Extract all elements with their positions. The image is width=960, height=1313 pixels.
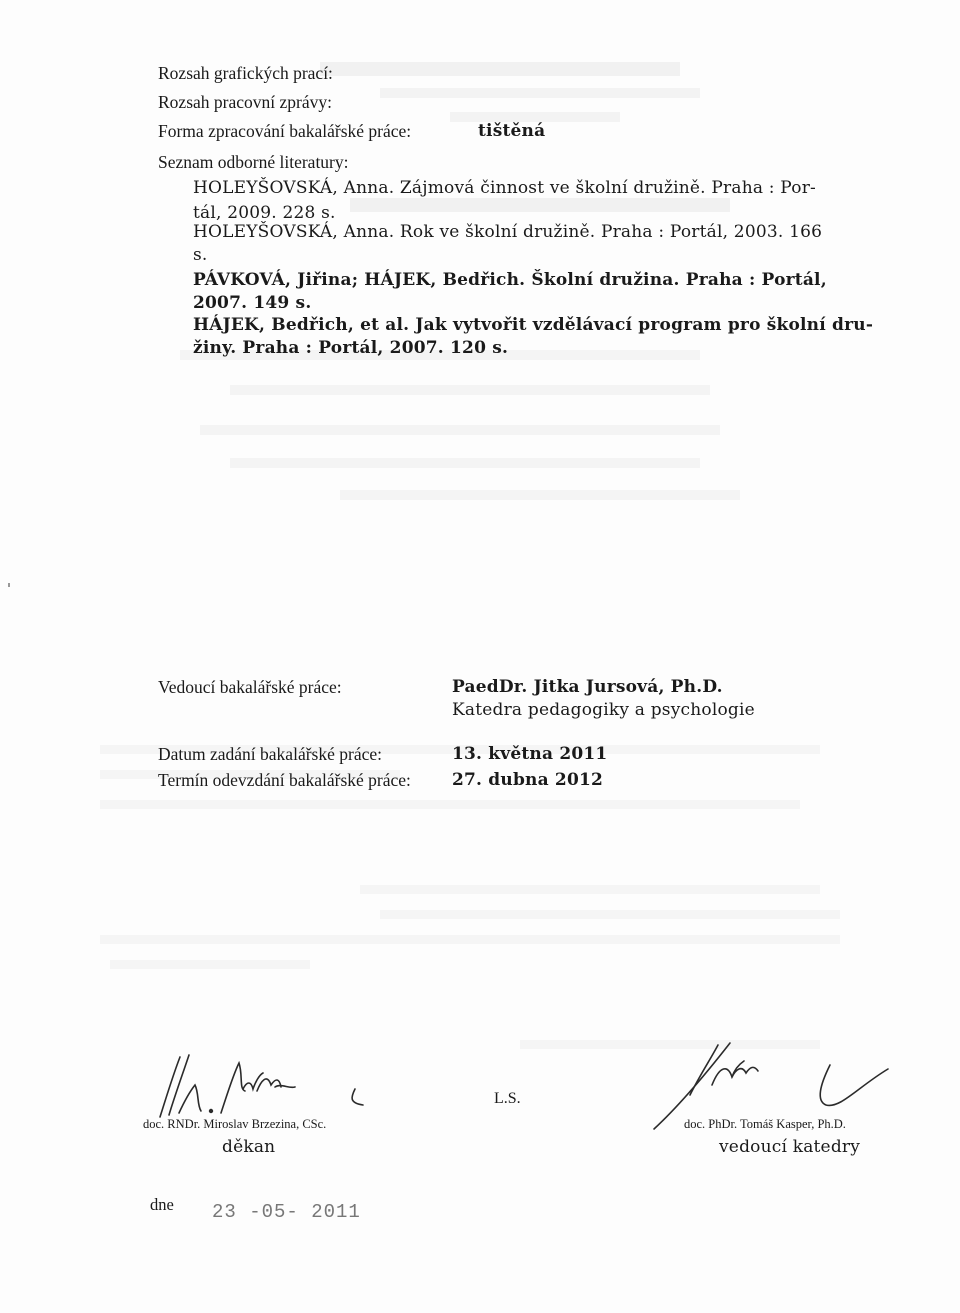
literature-line: HOLEYŠOVSKÁ, Anna. Zájmová činnost ve školní družině. Praha : Por-: [193, 178, 816, 198]
dean-signature: [155, 1045, 385, 1125]
form-value: tištěná: [478, 121, 546, 141]
literature-line: HÁJEK, Bedřich, et al. Jak vytvořit vzdělávací program pro školní dru-: [193, 315, 874, 335]
literature-line: s.: [193, 245, 208, 265]
head-name: doc. PhDr. Tomáš Kasper, Ph.D.: [684, 1117, 846, 1131]
literature-heading: Seznam odborné literatury:: [158, 152, 349, 172]
report-scope-label: Rozsah pracovní zprávy:: [158, 92, 332, 112]
literature-line: HOLEYŠOVSKÁ, Anna. Rok ve školní družině. Praha : Portál, 2003. 166: [193, 222, 823, 242]
date-stamp: 23 -05- 2011: [212, 1201, 361, 1223]
literature-line: PÁVKOVÁ, Jiřina; HÁJEK, Bedřich. Školní družina. Praha : Portál,: [193, 270, 827, 290]
head-role: vedoucí katedry: [719, 1137, 861, 1157]
dean-name: doc. RNDr. Miroslav Brzezina, CSc.: [143, 1117, 327, 1131]
literature-line: 2007. 149 s.: [193, 293, 312, 313]
supervisor-name: PaedDr. Jitka Jursová, Ph.D.: [452, 677, 723, 697]
dean-role: děkan: [222, 1137, 276, 1157]
literature-line: tál, 2009. 228 s.: [193, 203, 336, 223]
literature-line: žiny. Praha : Portál, 2007. 120 s.: [193, 338, 509, 358]
date-place-label: dne: [150, 1195, 174, 1214]
supervisor-department: Katedra pedagogiky a psychologie: [452, 700, 755, 720]
assigned-date-value: 13. května 2011: [452, 744, 608, 764]
due-date-value: 27. dubna 2012: [452, 770, 604, 790]
form-label: Forma zpracování bakalářské práce:: [158, 121, 412, 141]
edge-mark: [8, 583, 10, 587]
graphic-scope-label: Rozsah grafických prací:: [158, 63, 333, 83]
supervisor-label: Vedoucí bakalářské práce:: [158, 677, 342, 697]
due-date-label: Termín odevzdání bakalářské práce:: [158, 770, 411, 790]
assigned-date-label: Datum zadání bakalářské práce:: [158, 744, 382, 764]
seal-label: L.S.: [494, 1090, 521, 1107]
